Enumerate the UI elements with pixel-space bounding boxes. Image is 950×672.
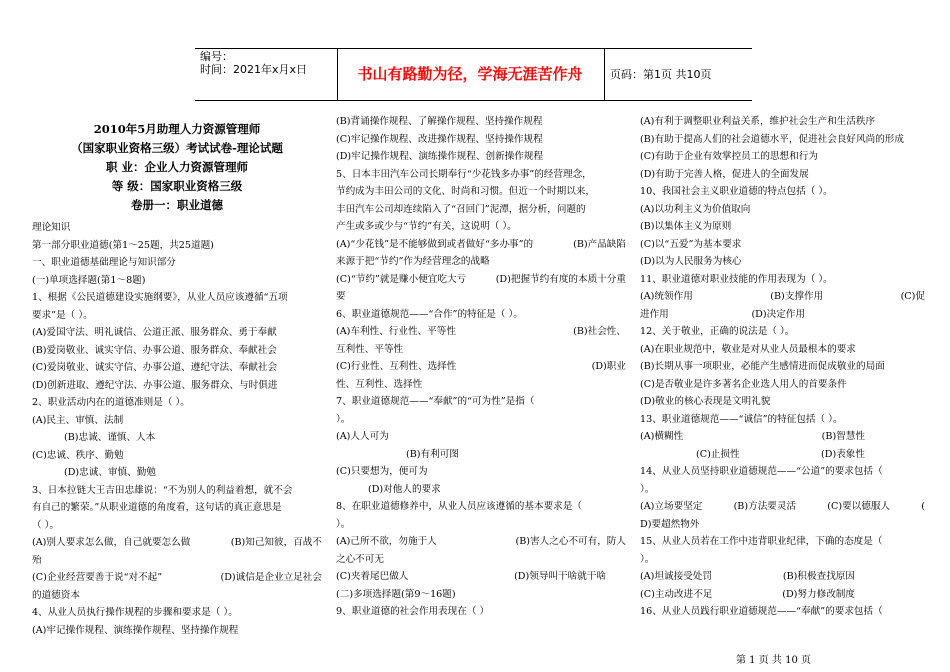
question-line: 3、日本拉链大王吉田忠雄说：“不为别人的利益着想，就不会 bbox=[32, 484, 293, 496]
option-a: (A)统领作用 bbox=[640, 291, 693, 302]
page-footer: 第 1 页 共 10 页 bbox=[736, 655, 811, 666]
option-line: (D)以为人民服务为核心 bbox=[640, 256, 742, 267]
option-line: (A)民主、审慎、法制 bbox=[32, 414, 124, 426]
option-c: (C)止损性 bbox=[696, 448, 740, 460]
option-c: (C)企业经营要善于说“对不起” bbox=[32, 572, 163, 583]
option-line: (C)有助于企业有效掌控员工的思想和行为 bbox=[640, 151, 818, 162]
option-d: (D)领导叫干啥就干啥 bbox=[514, 571, 606, 582]
option-c: (C)要以德服人 bbox=[827, 501, 891, 512]
option-line: (B)爱岗敬业、诚实守信、办事公道、服务群众、奉献社会 bbox=[32, 344, 277, 356]
option-b: (B)害人之心不可有，防人 bbox=[515, 536, 626, 547]
option-line: (D)对他人的要求 bbox=[368, 483, 441, 495]
question-line: ）。 bbox=[336, 518, 351, 530]
option-c: (C)夹着尾巴做人 bbox=[336, 571, 409, 582]
header-divider-left bbox=[337, 48, 338, 100]
header-page-number: 页码：第1页 共10页 bbox=[610, 68, 712, 81]
option-line: (B)忠诚、谨慎、人本 bbox=[64, 432, 156, 443]
option-a: (A)别人要求怎么做，自己就要怎么做 bbox=[32, 537, 191, 548]
option-line: 之心不可无 bbox=[336, 553, 384, 565]
option-line: (C)只要想为，便可为 bbox=[336, 466, 428, 477]
option-b: (B)智慧性 bbox=[821, 431, 865, 442]
header-top-rule bbox=[195, 48, 752, 49]
option-line: (C)以“五爱”为基本要求 bbox=[640, 238, 742, 250]
exam-title: 2010年5月助理人力资源管理师 bbox=[93, 122, 261, 136]
option-row bbox=[336, 358, 626, 376]
question-line: 10、我国社会主义职业道德的特点包括（ ）。 bbox=[640, 186, 833, 197]
option-d: (D)诚信是企业立足社会 bbox=[220, 572, 322, 583]
option-a: (A)车利性、行业性、平等性 bbox=[336, 326, 456, 337]
option-line: (B)背诵操作规程、了解操作规程、坚持操作规程 bbox=[336, 116, 543, 127]
option-c: (C)“节约”就是赚小便宜吃大亏 bbox=[336, 273, 467, 285]
option-row bbox=[640, 446, 925, 464]
question-line: 15、从业人员若在工作中违背职业纪律，下确的态度是（ bbox=[640, 536, 883, 547]
option-row bbox=[640, 586, 925, 604]
option-line: (D)牢记操作规程、演练操作规程、创新操作规程 bbox=[336, 151, 544, 162]
option-c-cont: 进作用 bbox=[640, 308, 669, 320]
option-row bbox=[336, 271, 626, 289]
option-b: (B)产品缺陷 bbox=[573, 238, 626, 250]
option-line: (A)在职业规范中，敬业是对从业人员最根本的要求 bbox=[640, 343, 856, 355]
header-bottom-rule bbox=[195, 100, 752, 101]
question-line: 4、从业人员执行操作规程的步骤和要求是（ ）。 bbox=[32, 607, 238, 618]
column-1 bbox=[32, 120, 322, 639]
question-line: 要求”是（ ）。 bbox=[32, 309, 93, 321]
option-d: (D)决定作用 bbox=[751, 308, 805, 320]
question-line: ）。 bbox=[336, 413, 351, 425]
option-a: (A)立场要坚定 bbox=[640, 501, 703, 512]
option-line: 性、互利性、选择性 bbox=[336, 378, 423, 390]
exam-subtitle: （国家职业资格三级）考试试卷-理论试题 bbox=[71, 141, 283, 155]
option-a: (A)“少花钱”是不能够做到或者做好“多办事”的 bbox=[336, 238, 534, 250]
question-line: （ ）。 bbox=[32, 519, 60, 531]
question-line: 1、根据《公民道德建设实施纲要》，从业人员应该遵循“五项 bbox=[32, 292, 288, 303]
exam-volume: 卷册一：职业道德 bbox=[131, 198, 223, 212]
question-line: 9、职业道德的社会作用表现在（ ） bbox=[336, 606, 490, 617]
option-row bbox=[640, 306, 925, 324]
option-line: D)要超然物外 bbox=[640, 518, 700, 530]
question-line: 8、在职业道德修养中，从业人员应该遵循的基本要求是（ bbox=[336, 501, 582, 512]
option-row bbox=[640, 428, 925, 446]
option-a: (A)己所不欲，勿施于人 bbox=[336, 536, 437, 547]
option-b: (B)积极查找原因 bbox=[782, 571, 855, 582]
question-line: 5、日本丰田汽车公司长期奉行“少花钱多办事”的经营理念， bbox=[336, 168, 592, 180]
text-line: 第一部分职业道德(第1～25题，共25道题) bbox=[32, 239, 214, 251]
question-line: 11、职业道德对职业技能的作用表现为（ ）。 bbox=[640, 273, 833, 285]
option-line: 要 bbox=[336, 291, 346, 302]
header-motto: 书山有路勤为径，学海无涯苦作舟 bbox=[357, 65, 583, 83]
option-line: (D)敬业的核心表现是文明礼貌 bbox=[640, 396, 771, 407]
question-line: 2、职业活动内在的道德准则是（ ）。 bbox=[32, 397, 190, 408]
option-row bbox=[640, 288, 925, 306]
option-d-start: ( bbox=[921, 501, 925, 512]
question-line: 产生或多或少与“节约”有关，这说明（ ）。 bbox=[336, 221, 517, 232]
option-b: (B)方法要灵活 bbox=[733, 501, 797, 512]
option-line: (D)忠诚、审慎、勤勉 bbox=[64, 467, 156, 478]
column-2 bbox=[336, 113, 626, 621]
option-line: (C)是否敬业是许多著名企业选人用人的首要条件 bbox=[640, 378, 847, 390]
question-line: 12、关于敬业，正确的说法是（ ）。 bbox=[640, 326, 795, 337]
option-line: (C)忠诚、秩序、勤勉 bbox=[32, 449, 124, 461]
question-line: 6、职业道德规范——“合作”的特征是（ ）。 bbox=[336, 308, 523, 320]
document-number-label: 编号： bbox=[200, 50, 233, 63]
option-row bbox=[336, 236, 626, 254]
option-line: 的道德资本 bbox=[32, 589, 80, 601]
option-a: (A)横糊性 bbox=[640, 431, 684, 442]
option-line: (A)牢记操作规程、演练操作规程、坚持操作规程 bbox=[32, 624, 239, 636]
text-line: (一)单项选择题(第1～8题) bbox=[32, 274, 146, 286]
section-heading: (二)多项选择题(第9～16题) bbox=[336, 588, 456, 600]
option-row bbox=[336, 568, 626, 586]
option-d: (D)职业 bbox=[591, 361, 626, 372]
option-b: (B)知己知彼，百战不 bbox=[230, 537, 322, 548]
question-line: 丰田汽车公司却连续陷入了“召回门”泥潭，据分析，问题的 bbox=[336, 203, 586, 215]
option-b: (B)支撑作用 bbox=[770, 291, 824, 302]
text-line: 理论知识 bbox=[32, 222, 71, 233]
question-line: ）。 bbox=[640, 483, 655, 495]
option-row bbox=[32, 534, 322, 552]
option-line: 互利性、平等性 bbox=[336, 343, 404, 355]
option-row bbox=[640, 498, 925, 516]
option-c: (C)主动改进不足 bbox=[640, 588, 713, 600]
option-line: (B)有利可图 bbox=[406, 448, 459, 460]
option-line: (D)有助于完善人格，促进人的全面发展 bbox=[640, 168, 809, 180]
question-line: 16、从业人员践行职业道德规范——“奉献”的要求包括（ bbox=[640, 606, 883, 617]
question-line: 节约成为丰田公司的文化、时尚和习惯。但近一个时期以来， bbox=[336, 186, 596, 197]
question-line: 14、从业人员坚持职业道德规范——“公道”的要求包括（ bbox=[640, 466, 883, 477]
document-time-label: 时间：2021年x月x日 bbox=[200, 63, 308, 76]
option-c: (C)行业性、互利性、选择性 bbox=[336, 361, 457, 372]
option-line: (A)有利于调整职业利益关系，维护社会生产和生活秩序 bbox=[640, 116, 876, 127]
option-line: 来源于把“节约”作为经营理念的战略 bbox=[336, 256, 490, 267]
column-3 bbox=[640, 113, 925, 621]
option-row bbox=[640, 568, 925, 586]
option-b: (B)社会性、 bbox=[573, 326, 626, 337]
option-line: (A)爱国守法、明礼诚信、公道正派、服务群众、勇于奉献 bbox=[32, 327, 277, 338]
header-divider-right bbox=[604, 48, 605, 100]
question-line: 7、职业道德规范——“奉献”的“可为性”是指（ bbox=[336, 396, 535, 407]
option-row bbox=[336, 323, 626, 341]
option-a: (A)坦诚接受处罚 bbox=[640, 571, 712, 582]
option-d: (D)表象性 bbox=[821, 448, 865, 460]
question-line: 有自己的繁荣。”从职业道德的角度看，这句话的真正意思是 bbox=[32, 502, 282, 513]
exam-level: 等 级：国家职业资格三级 bbox=[111, 179, 243, 193]
option-line: (B)长期从事一项职业，必能产生感情进而促成敬业的局面 bbox=[640, 361, 885, 372]
option-row bbox=[32, 569, 322, 587]
option-line: (C)爱岗敬业、诚实守信、办事公道、遵纪守法、奉献社会 bbox=[32, 362, 278, 373]
option-line: (B)以集体主义为原则 bbox=[640, 221, 732, 232]
option-line: (B)有助于提高人们的社会道德水平，促进社会良好风尚的形成 bbox=[640, 133, 904, 145]
option-line: (D)创新进取、遵纪守法、办事公道、服务群众、与时俱进 bbox=[32, 379, 278, 391]
option-c: (C)促 bbox=[900, 291, 925, 302]
option-row bbox=[336, 533, 626, 551]
option-line: (C)牢记操作规程、改进操作规程、坚持操作规程 bbox=[336, 133, 543, 145]
text-line: 一、职业道德基础理论与知识部分 bbox=[32, 257, 176, 268]
exam-occupation: 职 业：企业人力资源管理师 bbox=[105, 160, 248, 174]
option-line: (A)以功利主义为价值取向 bbox=[640, 203, 751, 215]
header-meta bbox=[200, 50, 307, 76]
option-d: (D)把握节约有度的本质十分重 bbox=[495, 273, 626, 285]
question-line: ）。 bbox=[640, 553, 655, 565]
option-line: 殆 bbox=[32, 554, 42, 566]
question-line: 13、职业道德规范——“诚信”的特征包括（ ）。 bbox=[640, 413, 843, 425]
option-line: (A)人人可为 bbox=[336, 431, 389, 442]
option-d: (D)努力修改制度 bbox=[782, 588, 855, 600]
